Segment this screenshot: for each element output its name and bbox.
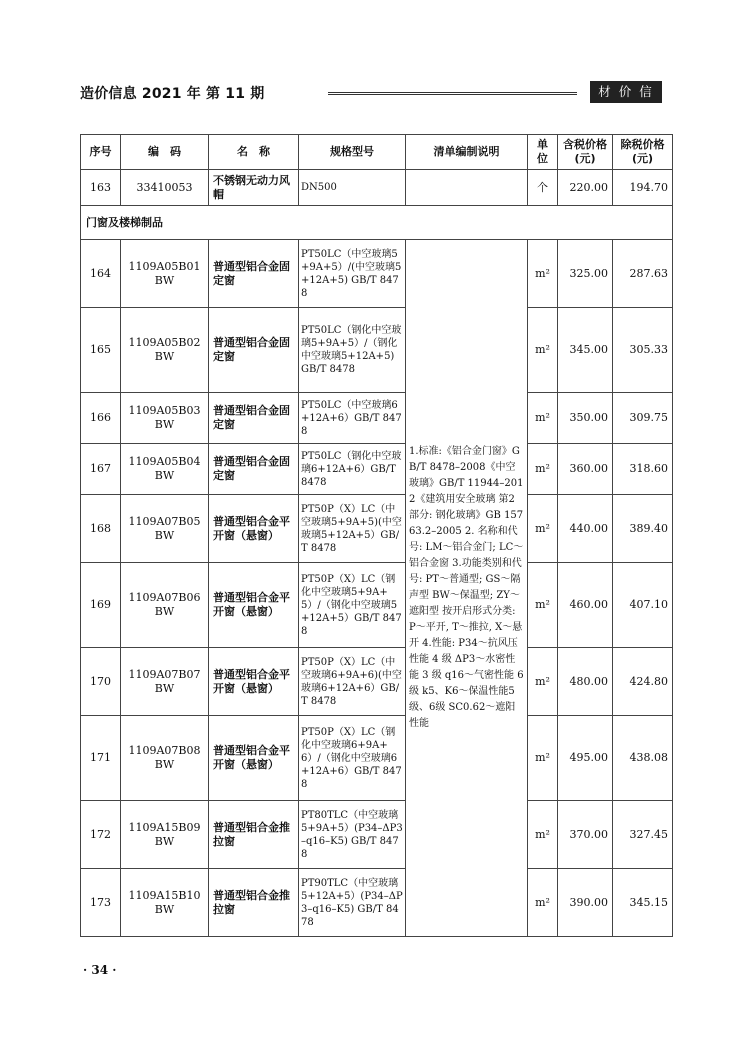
header-name: 名 称 [209, 135, 299, 170]
table-row [81, 308, 673, 393]
row-price-notax: 345.15 [613, 869, 673, 937]
row-code: 1109A05B04 BW [121, 444, 209, 495]
price-table [80, 134, 673, 937]
row-unit: m² [528, 393, 558, 444]
table-row [81, 240, 673, 308]
table-row [81, 444, 673, 495]
row-price-notax: 389.40 [613, 495, 673, 563]
row-no: 166 [81, 393, 121, 444]
header-unit: 单位 [528, 135, 558, 170]
row-no: 167 [81, 444, 121, 495]
row-no: 169 [81, 563, 121, 648]
row-price-notax: 309.75 [613, 393, 673, 444]
row-price-notax: 194.70 [613, 170, 673, 206]
section-title: 门窗及楼梯制品 [81, 206, 673, 240]
header-note: 清单编制说明 [406, 135, 528, 170]
page-number: · 34 · [83, 963, 117, 977]
row-price-tax: 350.00 [558, 393, 613, 444]
row-name: 普通型铝合金固定窗 [209, 240, 299, 308]
row-code: 1109A05B02 BW [121, 308, 209, 393]
row-price-notax: 327.45 [613, 801, 673, 869]
row-unit: 个 [528, 170, 558, 206]
row-name: 普通型铝合金平开窗（悬窗） [209, 495, 299, 563]
row-name: 普通型铝合金平开窗（悬窗） [209, 563, 299, 648]
running-title: 造价信息 2021 年 第 11 期 [80, 86, 265, 102]
table-header-row [81, 135, 673, 170]
section-row [81, 206, 673, 240]
row-price-tax: 440.00 [558, 495, 613, 563]
row-code: 1109A05B01 BW [121, 240, 209, 308]
header-rule [328, 92, 577, 93]
row-unit: m² [528, 869, 558, 937]
table-row [81, 716, 673, 801]
row-spec: PT50LC（中空玻璃6+12A+6）GB/T 8478 [299, 393, 406, 444]
row-price-notax: 318.60 [613, 444, 673, 495]
table-row [81, 801, 673, 869]
row-price-tax: 325.00 [558, 240, 613, 308]
row-spec: DN500 [299, 170, 406, 206]
row-no: 164 [81, 240, 121, 308]
table-row [81, 563, 673, 648]
row-name: 不锈钢无动力风帽 [209, 170, 299, 206]
row-price-notax: 287.63 [613, 240, 673, 308]
row-unit: m² [528, 648, 558, 716]
row-code: 1109A07B05 BW [121, 495, 209, 563]
row-price-tax: 480.00 [558, 648, 613, 716]
header-price-notax: 除税价格(元) [613, 135, 673, 170]
shared-spec-note: 1.标准:《铝合金门窗》GB/T 8478–2008《中空玻璃》GB/T 11944–2012《建筑用安全玻璃 第2部分: 钢化玻璃》GB 15763.2–2005 2. 名称和代号: LM～铝合金门; LC～铝合金窗 3.功能类别和代号: PT～普通型; GS～隔声型 BW～保温型; ZY～遮阳型 按开启形式分类: P～平开, T～推拉, X～悬开 4.性能: P34～抗风压性能 4 级 ΔP3～水密性能 3 级 q16～气密性能 6 级 k5、K6～保温性能5级、6级 SC0.62～遮阳性能 [406, 240, 528, 937]
row-spec: PT80TLC（中空玻璃5+9A+5）(P34–ΔP3–q16–K5) GB/T 8478 [299, 801, 406, 869]
header-code: 编 码 [121, 135, 209, 170]
row-name: 普通型铝合金固定窗 [209, 393, 299, 444]
row-code: 33410053 [121, 170, 209, 206]
row-code: 1109A07B08 BW [121, 716, 209, 801]
row-no: 172 [81, 801, 121, 869]
row-code: 1109A07B07 BW [121, 648, 209, 716]
header-no: 序号 [81, 135, 121, 170]
row-spec: PT50P（X）LC（钢化中空玻璃5+9A+5）/（钢化中空玻璃5+12A+5）GB/T 8478 [299, 563, 406, 648]
page-header [80, 80, 672, 121]
row-price-tax: 360.00 [558, 444, 613, 495]
row-no: 173 [81, 869, 121, 937]
row-price-tax: 345.00 [558, 308, 613, 393]
header-price-tax: 含税价格(元) [558, 135, 613, 170]
row-price-tax: 460.00 [558, 563, 613, 648]
row-price-notax: 438.08 [613, 716, 673, 801]
row-unit: m² [528, 495, 558, 563]
row-price-notax: 407.10 [613, 563, 673, 648]
row-code: 1109A15B10 BW [121, 869, 209, 937]
row-spec: PT50LC（中空玻璃5+9A+5）/(中空玻璃5+12A+5) GB/T 8478 [299, 240, 406, 308]
row-no: 170 [81, 648, 121, 716]
row-price-notax: 424.80 [613, 648, 673, 716]
row-price-tax: 390.00 [558, 869, 613, 937]
row-spec: PT50P（X）LC（中空玻璃5+9A+5)(中空玻璃5+12A+5）GB/T 8478 [299, 495, 406, 563]
row-no: 168 [81, 495, 121, 563]
row-no: 171 [81, 716, 121, 801]
row-price-tax: 220.00 [558, 170, 613, 206]
row-name: 普通型铝合金推拉窗 [209, 801, 299, 869]
header-spec: 规格型号 [299, 135, 406, 170]
row-name: 普通型铝合金固定窗 [209, 308, 299, 393]
row-code: 1109A15B09 BW [121, 801, 209, 869]
section-badge: 材 价 信 息 [590, 81, 662, 103]
row-name: 普通型铝合金固定窗 [209, 444, 299, 495]
row-unit: m² [528, 716, 558, 801]
table-row [81, 393, 673, 444]
row-note [406, 170, 528, 206]
row-name: 普通型铝合金推拉窗 [209, 869, 299, 937]
table-row [81, 495, 673, 563]
row-price-notax: 305.33 [613, 308, 673, 393]
row-no: 163 [81, 170, 121, 206]
row-code: 1109A05B03 BW [121, 393, 209, 444]
row-spec: PT90TLC（中空玻璃5+12A+5）(P34–ΔP3–q16–K5) GB/T 8478 [299, 869, 406, 937]
row-unit: m² [528, 240, 558, 308]
table-row [81, 170, 673, 206]
row-spec: PT50P（X）LC（钢化中空玻璃6+9A+6）/（钢化中空玻璃6+12A+6）GB/T 8478 [299, 716, 406, 801]
row-price-tax: 370.00 [558, 801, 613, 869]
row-code: 1109A07B06 BW [121, 563, 209, 648]
row-unit: m² [528, 801, 558, 869]
row-spec: PT50P（X）LC（中空玻璃6+9A+6)(中空玻璃6+12A+6）GB/T 8478 [299, 648, 406, 716]
header-rule-secondary [328, 94, 577, 95]
row-name: 普通型铝合金平开窗（悬窗） [209, 716, 299, 801]
table-row [81, 869, 673, 937]
row-unit: m² [528, 444, 558, 495]
row-name: 普通型铝合金平开窗（悬窗） [209, 648, 299, 716]
row-no: 165 [81, 308, 121, 393]
row-price-tax: 495.00 [558, 716, 613, 801]
row-spec: PT50LC（钢化中空玻璃6+12A+6）GB/T 8478 [299, 444, 406, 495]
row-unit: m² [528, 308, 558, 393]
table-row [81, 648, 673, 716]
row-spec: PT50LC（钢化中空玻璃5+9A+5）/（钢化中空玻璃5+12A+5) GB/T 8478 [299, 308, 406, 393]
row-unit: m² [528, 563, 558, 648]
